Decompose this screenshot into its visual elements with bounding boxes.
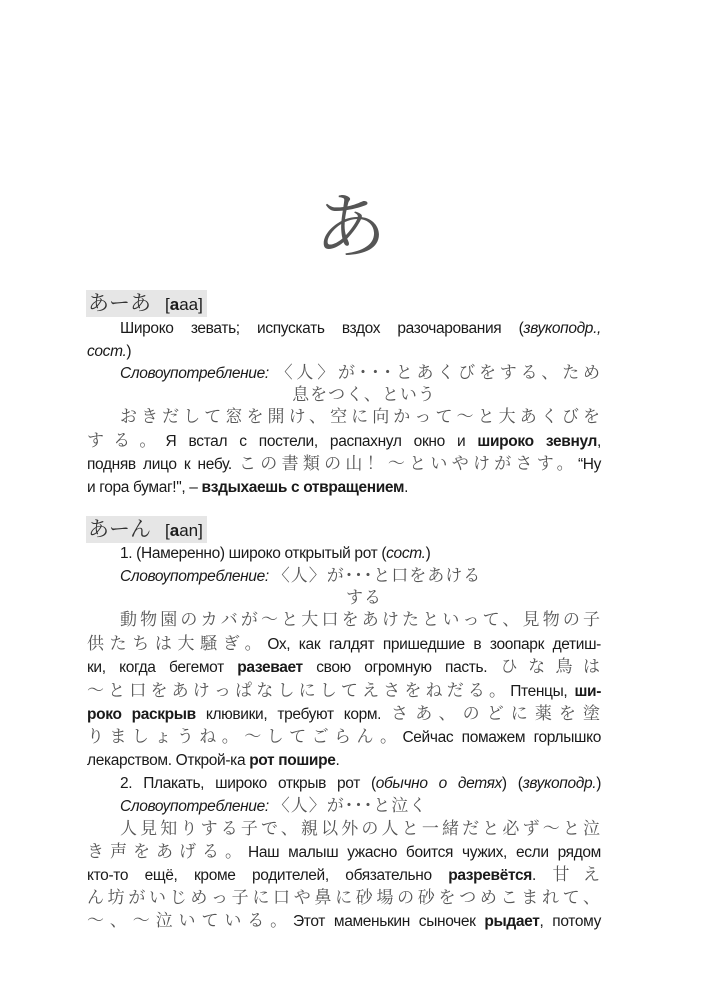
- text-segment: Широко зевать; испускать вздох разочарования (: [120, 320, 524, 337]
- entry-text-line: [87, 910, 601, 933]
- entry-text-line: [87, 476, 601, 499]
- text-segment: Этот маменькин сыночек: [293, 913, 485, 930]
- text-segment: ): [425, 545, 431, 562]
- japanese-example: りましょうね。〜してごらん。: [87, 727, 403, 747]
- text-segment: ): [596, 775, 601, 792]
- japanese-example: 人見知りする子で、親以外の人と一緒だと必ず〜と泣: [120, 819, 601, 839]
- reading-rest: an: [179, 521, 199, 540]
- text-segment: ) (: [501, 775, 523, 792]
- entry-text-line: [87, 680, 601, 703]
- italic-note: звукоподр.: [522, 775, 597, 792]
- japanese-example: する。: [87, 431, 166, 451]
- entry-headword: [86, 516, 207, 543]
- reading-open: [: [165, 521, 170, 540]
- italic-note: Словоупотребление:: [120, 798, 273, 815]
- bold-translation: разевает: [237, 659, 303, 676]
- bold-translation: вздыхаешь с отвращением: [201, 479, 405, 496]
- japanese-example: 〈人〉が･･･とあくびをする、ため: [275, 363, 602, 383]
- bold-translation: широко зевнул: [477, 433, 598, 450]
- text-segment: свою огромную пасть.: [302, 659, 501, 676]
- japanese-example: 〈人〉が･･･と口をあける: [272, 566, 482, 586]
- entry-text-line: [120, 609, 601, 632]
- japanese-example: ひな鳥は: [500, 657, 602, 677]
- entry-text-line: [87, 587, 601, 610]
- text-segment: кто-то ещё, кроме родителей, обязательно: [87, 867, 449, 884]
- headword-kana: あーあ: [88, 291, 151, 315]
- entry-text-line: [120, 795, 601, 818]
- reading-rest: aa: [179, 295, 199, 314]
- japanese-example: この書類の山！〜といやけがさす。: [239, 454, 578, 474]
- japanese-example: ん坊がいじめっ子に口や鼻に砂場の砂をつめこまれて、: [87, 888, 601, 908]
- text-segment: 2. Плакать, широко открыв рот (: [120, 775, 376, 792]
- reading-open: [: [165, 295, 170, 314]
- text-segment: .: [335, 752, 340, 769]
- text-segment: Ох, как галдят пришедшие в зоопарк детиш-: [267, 636, 601, 653]
- italic-note: Словоупотребление:: [120, 365, 276, 382]
- bold-translation: ши-: [574, 683, 602, 700]
- entry-text-line: [87, 340, 601, 363]
- text-segment: .: [404, 479, 409, 496]
- entry-text-line: [120, 818, 601, 841]
- bold-translation: рыдает: [484, 913, 540, 930]
- entry-text-line: [87, 633, 601, 656]
- text-segment: Наш малыш ужасно боится чужих, если рядом: [247, 844, 601, 861]
- text-segment: Сейчас помажем горлышко: [402, 729, 601, 746]
- entry-headword: [86, 290, 207, 317]
- reading-bold: a: [169, 521, 180, 540]
- japanese-example: 甘え: [552, 865, 601, 885]
- japanese-example: 〜、〜泣いている。: [87, 911, 294, 931]
- entry-text-line: [120, 406, 601, 429]
- reading-close: ]: [198, 295, 203, 314]
- headword-reading: [165, 521, 203, 540]
- italic-note: сост.: [386, 545, 426, 562]
- text-segment: Птенцы,: [510, 683, 575, 700]
- bold-translation: разревётся: [448, 867, 532, 884]
- entry-text-line: [87, 841, 601, 864]
- text-segment: .: [532, 867, 553, 884]
- bold-translation: роко раскрыв: [87, 706, 196, 723]
- entry-text-line: [87, 430, 601, 453]
- text-segment: ки, когда бегемот: [87, 659, 238, 676]
- entry-text-line: [120, 362, 601, 385]
- text-segment: ,: [597, 433, 601, 450]
- japanese-example: 供たちは大騒ぎ。: [87, 634, 268, 654]
- entry-text-line: [87, 703, 601, 726]
- text-segment: и гора бумаг!", –: [87, 479, 202, 496]
- entry-text-line: [87, 726, 601, 749]
- entry-text-line: [87, 656, 601, 679]
- entry-text-line: [87, 864, 601, 887]
- entry-text-line: [120, 317, 601, 340]
- text-segment: клювики, требуют корм.: [195, 706, 392, 723]
- text-segment: 1. (Намеренно) широко открытый рот (: [120, 545, 387, 562]
- text-segment: “Ну: [577, 456, 601, 473]
- text-segment: лекарством. Открой-ка: [87, 752, 250, 769]
- bold-translation: рот пошире: [249, 752, 336, 769]
- reading-bold: a: [169, 295, 180, 314]
- entry-text-line: [120, 542, 601, 565]
- entry-text-line: [87, 453, 601, 476]
- reading-close: ]: [198, 521, 203, 540]
- japanese-example: 動物園のカバが〜と大口をあけたといって、見物の子: [120, 610, 601, 630]
- japanese-example: き声をあげる。: [87, 842, 248, 862]
- text-segment: Я встал с постели, распахнул окно и: [165, 433, 478, 450]
- japanese-example: さあ、のどに薬を塗: [391, 704, 601, 724]
- headword-kana: あーん: [88, 517, 151, 541]
- entry-text-line: [87, 749, 601, 772]
- section-letter: あ: [314, 185, 387, 269]
- japanese-example: 〜と口をあけっぱなしにしてえさをねだる。: [87, 681, 511, 701]
- italic-note: Словоупотребление:: [120, 568, 273, 585]
- entry-text-line: [87, 887, 601, 910]
- text-segment: ): [126, 343, 132, 360]
- italic-note: обычно о детях: [375, 775, 502, 792]
- italic-note: сост.: [87, 343, 127, 360]
- entry-text-line: [87, 384, 601, 407]
- japanese-example: 息をつく、という: [292, 385, 436, 405]
- entry-text-line: [120, 565, 601, 588]
- japanese-example: 〈人〉が･･･と泣く: [272, 796, 428, 816]
- headword-reading: [165, 295, 203, 314]
- entry-text-line: [120, 772, 601, 795]
- text-segment: подняв лицо к небу.: [87, 456, 240, 473]
- japanese-example: おきだして窓を開け、空に向かって〜と大あくびを: [120, 407, 601, 427]
- japanese-example: する: [346, 588, 382, 608]
- text-segment: , потому: [539, 913, 601, 930]
- italic-note: звукоподр.,: [523, 320, 601, 337]
